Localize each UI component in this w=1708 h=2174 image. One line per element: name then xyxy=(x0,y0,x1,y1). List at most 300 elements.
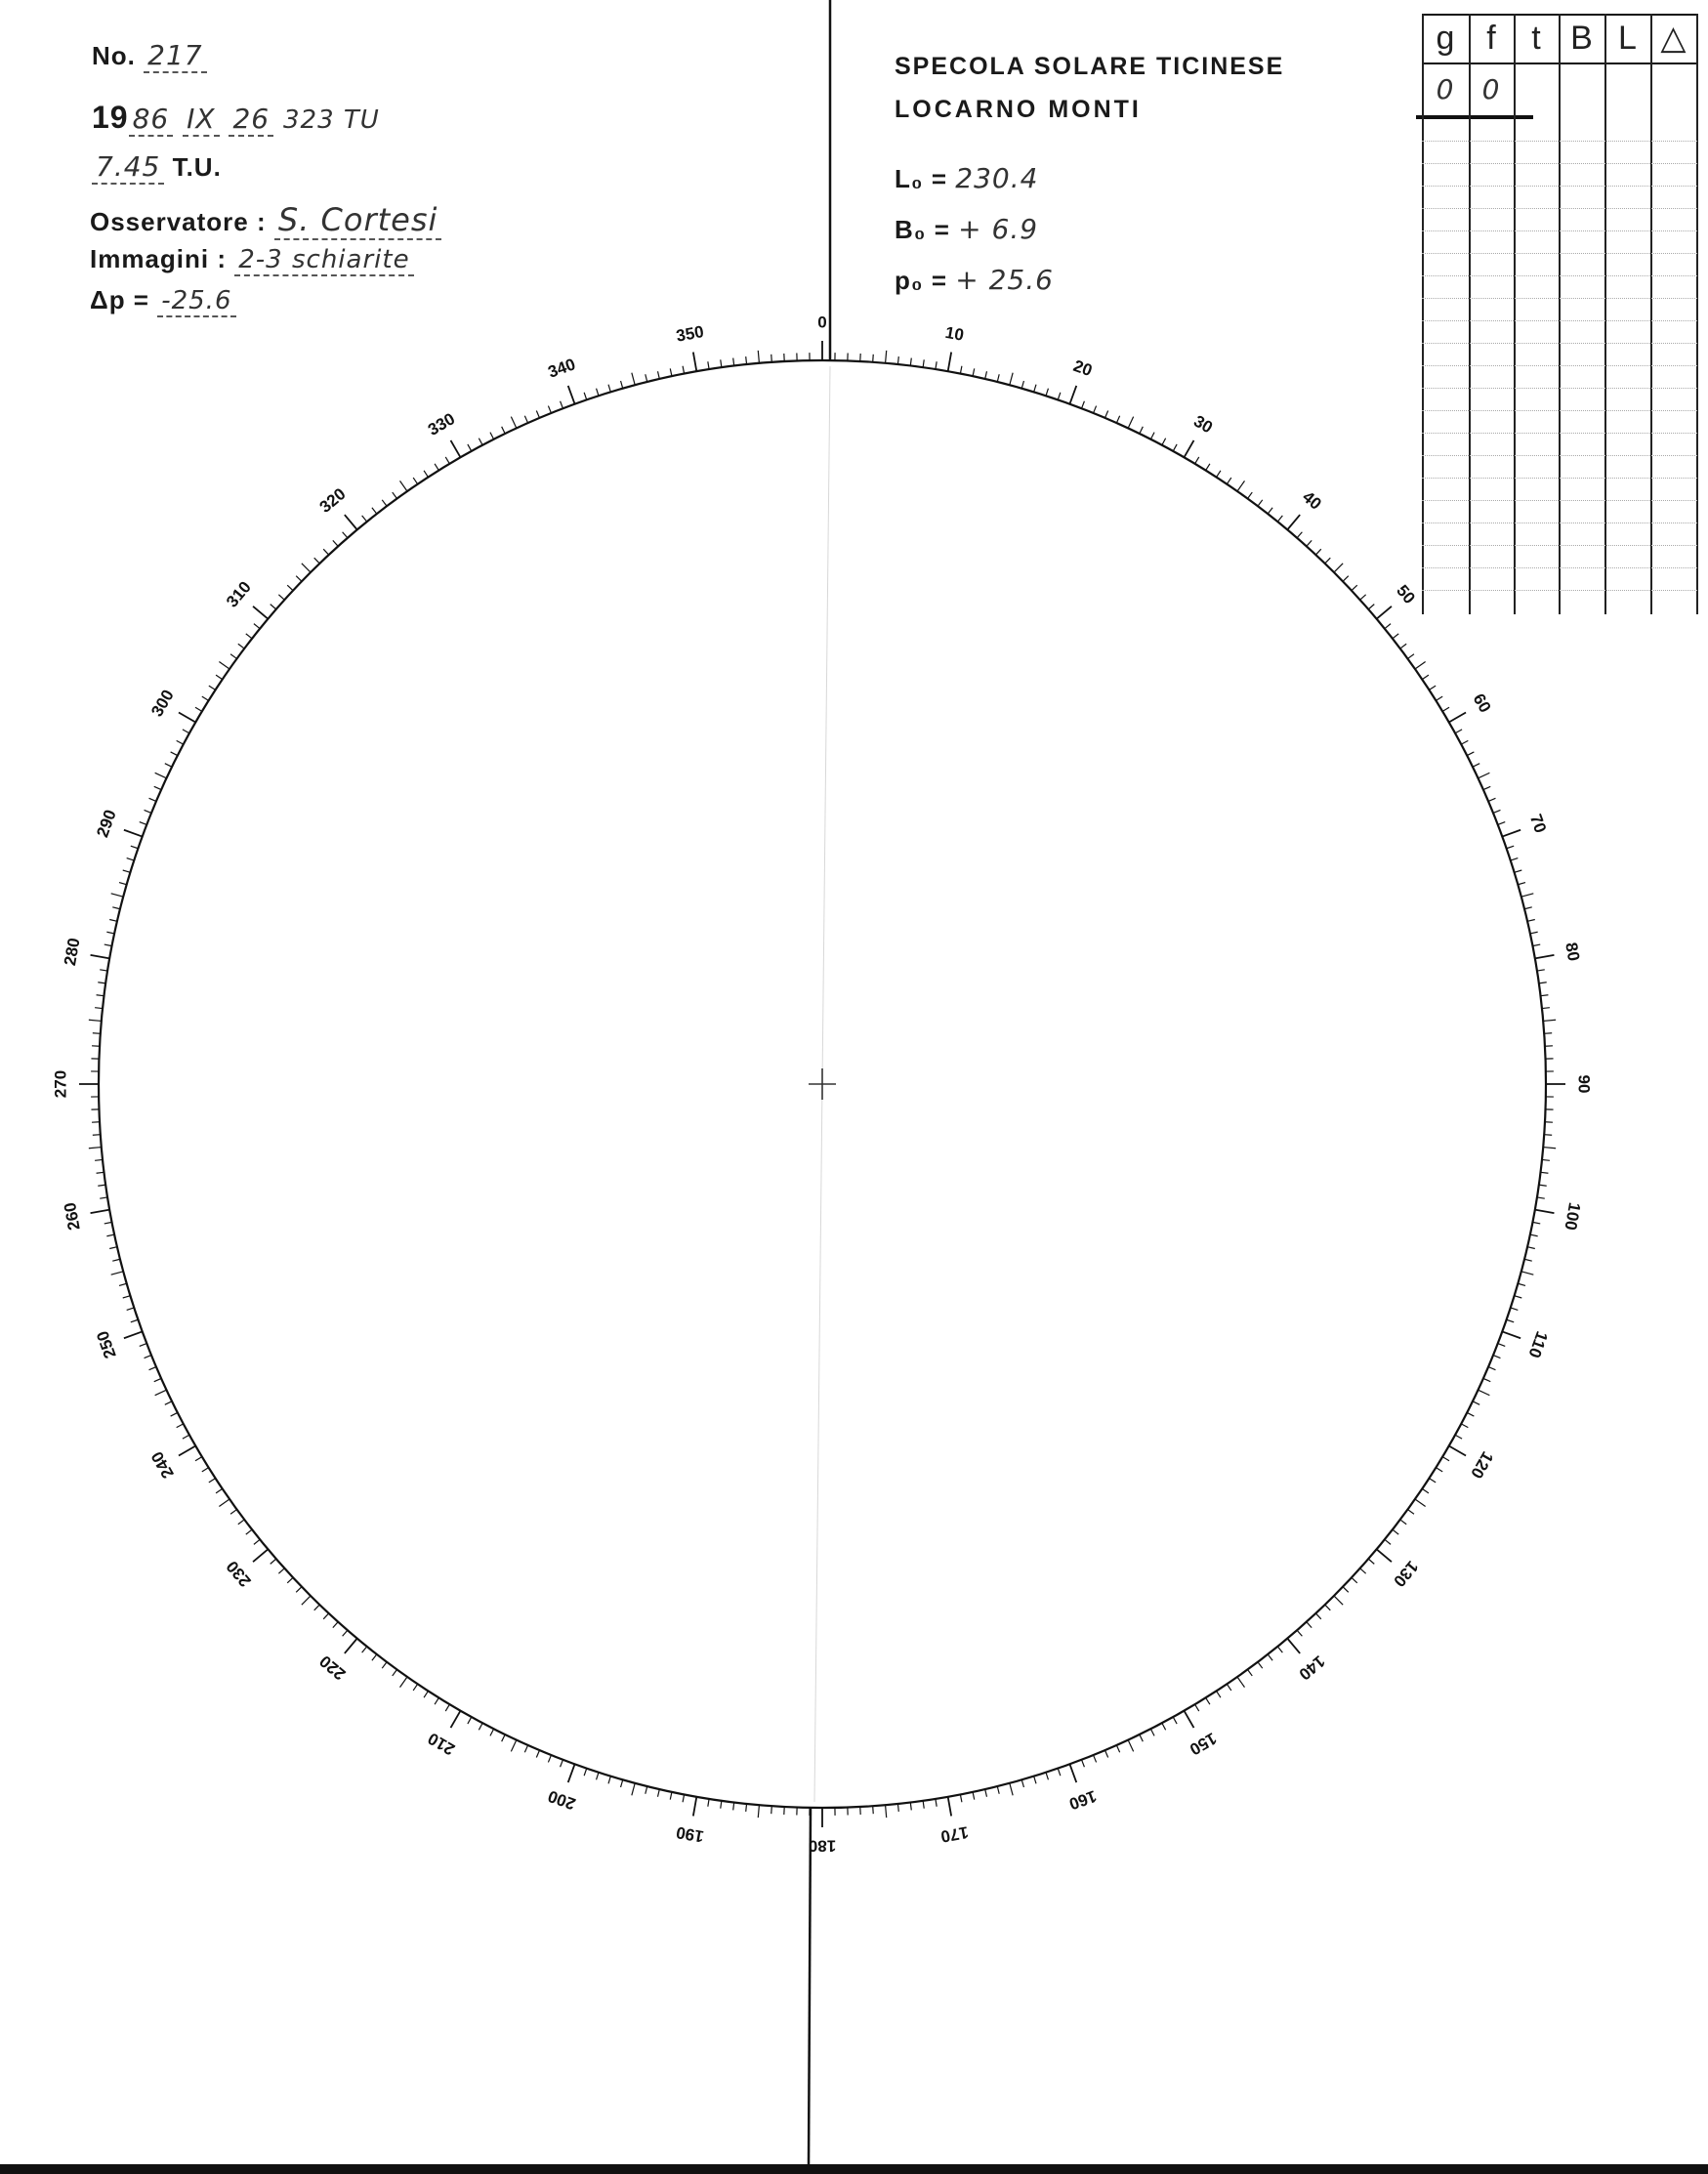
scale-tick xyxy=(1082,1760,1085,1767)
scale-label-230: 230 xyxy=(223,1557,255,1591)
scale-tick xyxy=(536,1750,539,1757)
scale-tick xyxy=(91,1210,110,1213)
scale-tick xyxy=(154,1378,161,1381)
scale-tick xyxy=(1449,1446,1466,1456)
scale-tick xyxy=(1515,870,1522,872)
scale-tick xyxy=(1307,1622,1312,1628)
scale-tick xyxy=(1227,478,1230,484)
observatory-location: LOCARNO MONTI xyxy=(895,96,1142,123)
date-year: 86 xyxy=(129,103,174,137)
scale-tick xyxy=(733,1802,734,1810)
scale-tick xyxy=(1532,1222,1540,1224)
scale-tick xyxy=(393,1669,397,1675)
scale-tick xyxy=(561,401,563,408)
scale-tick xyxy=(183,1435,189,1439)
scale-tick xyxy=(1461,1424,1468,1428)
scale-tick xyxy=(1287,515,1300,529)
scale-label-30: 30 xyxy=(1190,411,1216,438)
page-bottom-edge xyxy=(0,2164,1708,2174)
scale-tick xyxy=(1297,1630,1302,1636)
table-cell-g: 0 xyxy=(1436,73,1455,105)
scale-tick xyxy=(1206,1697,1210,1704)
scale-tick xyxy=(1140,1735,1144,1741)
scale-tick xyxy=(746,1804,747,1812)
scale-label-90: 90 xyxy=(1574,1074,1594,1094)
scale-tick xyxy=(1287,1639,1300,1653)
l0-value: 230.4 xyxy=(955,162,1039,194)
scale-tick xyxy=(95,1159,103,1160)
scale-tick xyxy=(1540,1172,1548,1173)
scale-tick xyxy=(372,508,377,514)
scale-tick xyxy=(1206,464,1210,471)
scale-tick xyxy=(997,1786,999,1794)
scale-tick xyxy=(1128,1740,1133,1752)
scale-tick xyxy=(1467,1412,1474,1416)
scale-tick xyxy=(202,1468,209,1472)
scale-tick xyxy=(1537,970,1545,971)
scale-tick xyxy=(1010,1783,1013,1796)
scale-tick xyxy=(1479,773,1490,777)
scale-tick xyxy=(1360,1568,1366,1573)
scale-tick xyxy=(1258,500,1263,506)
scale-tick xyxy=(238,1520,244,1525)
scale-label-80: 80 xyxy=(1562,941,1584,963)
record-number-label: No. xyxy=(92,41,136,70)
scale-tick xyxy=(479,1723,482,1730)
scale-tick xyxy=(119,1283,127,1285)
scale-tick xyxy=(296,576,302,582)
scale-tick xyxy=(1334,1596,1343,1605)
scale-tick xyxy=(177,740,184,744)
scale-tick xyxy=(985,1789,987,1797)
scale-label-50: 50 xyxy=(1393,581,1419,607)
scale-tick xyxy=(1524,907,1532,909)
scale-tick xyxy=(91,955,110,958)
scale-tick xyxy=(254,1539,260,1544)
scale-tick xyxy=(1227,1684,1230,1691)
scale-tick xyxy=(1442,1457,1449,1461)
scale-tick xyxy=(1449,713,1466,723)
scale-tick xyxy=(1422,1488,1429,1492)
scale-tick xyxy=(445,457,449,464)
scale-tick xyxy=(1518,1283,1525,1285)
scale-tick xyxy=(1511,1308,1519,1310)
scale-tick xyxy=(323,1613,328,1619)
scale-tick xyxy=(345,1639,357,1653)
scale-tick xyxy=(109,920,117,922)
scale-tick xyxy=(111,1272,124,1275)
disk-center-cross xyxy=(809,1068,836,1100)
scale-label-130: 130 xyxy=(1390,1557,1422,1591)
scale-tick xyxy=(1467,752,1474,756)
scale-tick xyxy=(1297,532,1302,538)
scale-tick xyxy=(502,1735,506,1741)
scale-tick xyxy=(1377,606,1392,619)
scale-tick xyxy=(468,1717,472,1724)
scale-tick xyxy=(98,1185,105,1186)
scale-tick xyxy=(343,1630,348,1636)
scale-tick xyxy=(1385,624,1391,629)
scale-tick xyxy=(1415,1499,1426,1506)
delta-p-value: -25.6 xyxy=(157,286,235,317)
scale-label-340: 340 xyxy=(545,355,578,382)
observatory-name: SPECOLA SOLARE TICINESE xyxy=(895,53,1285,80)
scale-tick xyxy=(1393,1529,1398,1534)
scale-tick xyxy=(100,1197,107,1198)
scale-tick xyxy=(1021,1779,1023,1787)
scale-tick xyxy=(973,1792,975,1800)
scale-tick xyxy=(296,1587,302,1593)
scale-tick xyxy=(886,1805,887,1818)
scale-label-190: 190 xyxy=(674,1822,706,1846)
scale-tick xyxy=(1325,558,1331,564)
scale-tick xyxy=(112,1259,120,1261)
scale-tick xyxy=(1217,471,1221,478)
scale-tick xyxy=(230,654,236,659)
scale-tick xyxy=(1483,786,1490,789)
scale-tick xyxy=(1544,1135,1552,1136)
scale-tick xyxy=(608,385,610,393)
scale-tick xyxy=(97,1172,104,1173)
scale-tick xyxy=(1539,1185,1547,1186)
scale-label-330: 330 xyxy=(424,409,459,439)
scale-tick xyxy=(131,846,139,849)
scale-tick xyxy=(1010,373,1013,386)
scale-tick xyxy=(302,564,311,572)
scale-tick xyxy=(1162,1723,1166,1730)
scale-tick xyxy=(149,798,156,801)
scale-tick xyxy=(1368,1559,1374,1564)
scale-tick xyxy=(106,1234,114,1236)
scale-tick xyxy=(1277,516,1282,522)
scale-tick xyxy=(333,1622,338,1628)
scale-label-200: 200 xyxy=(545,1786,578,1814)
b0-label: B₀ = xyxy=(895,215,950,244)
scale-tick xyxy=(165,1401,172,1405)
scale-tick xyxy=(413,478,417,484)
scale-tick xyxy=(140,1344,146,1347)
scale-tick xyxy=(314,558,320,564)
scale-tick xyxy=(343,532,348,538)
scale-tick xyxy=(1532,944,1540,946)
scale-tick xyxy=(1195,1704,1199,1711)
scale-tick xyxy=(1248,492,1253,498)
table-header-f: f xyxy=(1486,20,1496,57)
scale-tick xyxy=(1315,549,1320,555)
scale-label-180: 180 xyxy=(808,1836,837,1856)
scale-tick xyxy=(119,883,127,885)
scale-tick xyxy=(393,492,397,498)
scale-tick xyxy=(1195,457,1199,464)
observer-label: Osservatore : xyxy=(90,207,267,236)
scale-tick xyxy=(106,932,114,934)
scale-tick xyxy=(548,1755,551,1762)
scale-label-40: 40 xyxy=(1299,487,1325,514)
scale-tick xyxy=(111,894,124,897)
scale-tick xyxy=(238,644,244,648)
scale-tick xyxy=(1334,564,1343,572)
scale-tick xyxy=(1542,1159,1550,1160)
scale-label-210: 210 xyxy=(424,1729,459,1759)
scale-tick xyxy=(1352,1577,1357,1582)
scale-tick xyxy=(1128,417,1133,429)
scale-tick xyxy=(632,373,635,386)
scale-tick xyxy=(89,1020,102,1021)
scale-tick xyxy=(1539,982,1547,983)
scale-tick xyxy=(278,595,284,600)
scale-tick xyxy=(646,1786,647,1794)
scale-tick xyxy=(1058,1769,1061,1777)
scale-tick xyxy=(1325,1605,1331,1610)
observer-value: S. Cortesi xyxy=(274,201,442,240)
scale-tick xyxy=(1515,1296,1522,1298)
scale-tick xyxy=(413,1684,417,1691)
scale-tick xyxy=(202,696,209,700)
scale-tick xyxy=(97,995,104,996)
scale-tick xyxy=(1483,1378,1490,1381)
scale-label-0: 0 xyxy=(817,313,827,332)
scale-tick xyxy=(1021,381,1023,389)
scale-tick xyxy=(1258,1662,1263,1668)
scale-tick xyxy=(910,358,911,366)
scale-tick xyxy=(948,353,951,372)
scale-tick xyxy=(1511,858,1519,860)
scale-tick xyxy=(1058,393,1061,400)
scale-label-110: 110 xyxy=(1524,1328,1552,1360)
scale-tick xyxy=(490,433,494,439)
l0-label: L₀ = xyxy=(895,164,948,193)
scale-tick xyxy=(758,351,759,363)
scale-tick xyxy=(1544,1033,1552,1034)
scale-tick xyxy=(345,515,357,529)
scale-tick xyxy=(1237,1677,1244,1688)
scale-tick xyxy=(708,361,709,369)
scale-tick xyxy=(104,944,112,946)
scale-tick xyxy=(1498,822,1505,825)
scale-tick xyxy=(1429,686,1436,690)
scale-tick xyxy=(93,1033,101,1034)
scale-tick xyxy=(1185,1711,1194,1728)
scale-tick xyxy=(400,481,407,491)
scale-tick xyxy=(253,1549,268,1562)
scale-tick xyxy=(897,1804,898,1812)
scale-tick xyxy=(287,1577,293,1582)
scale-tick xyxy=(1535,955,1555,958)
scale-tick xyxy=(1162,439,1166,445)
scale-tick xyxy=(98,982,105,983)
scale-tick xyxy=(897,356,898,364)
scale-label-140: 140 xyxy=(1295,1651,1329,1684)
scale-tick xyxy=(1377,1549,1392,1562)
scale-tick xyxy=(1034,385,1036,393)
date-day: 26 xyxy=(229,103,273,137)
scale-tick xyxy=(333,540,338,546)
table-header-delta: △ xyxy=(1660,20,1687,57)
scale-tick xyxy=(721,1801,722,1809)
scale-label-10: 10 xyxy=(943,322,966,345)
scale-tick xyxy=(886,351,887,363)
scale-tick xyxy=(910,1802,911,1810)
scale-tick xyxy=(1352,585,1357,590)
scale-tick xyxy=(1442,707,1449,711)
scale-label-350: 350 xyxy=(674,322,706,346)
scale-tick xyxy=(445,1704,449,1711)
scale-tick xyxy=(1493,1356,1500,1359)
scale-tick xyxy=(93,1135,101,1136)
scale-tick xyxy=(400,1677,407,1688)
scale-tick xyxy=(1173,444,1177,451)
scale-tick xyxy=(490,1729,494,1735)
images-value: 2-3 schiarite xyxy=(234,245,413,276)
scale-tick xyxy=(123,870,131,872)
scale-tick xyxy=(1422,675,1429,679)
scale-tick xyxy=(468,444,472,451)
scale-tick xyxy=(511,1740,516,1752)
scale-tick xyxy=(1543,1020,1556,1021)
scale-tick xyxy=(271,605,276,609)
scale-tick xyxy=(646,374,647,382)
scale-tick xyxy=(100,970,107,971)
scale-label-120: 120 xyxy=(1467,1447,1497,1483)
scale-tick xyxy=(936,361,937,369)
scale-tick xyxy=(1502,1331,1521,1338)
scale-tick xyxy=(1455,730,1462,733)
scale-tick xyxy=(1521,894,1534,897)
scale-tick xyxy=(733,358,734,366)
scale-tick xyxy=(771,1806,772,1814)
time-value: 7.45 xyxy=(92,150,164,185)
scale-tick xyxy=(140,822,146,825)
scale-label-220: 220 xyxy=(315,1651,350,1684)
scale-tick xyxy=(708,1799,709,1807)
scale-tick xyxy=(1105,1750,1108,1757)
scale-tick xyxy=(171,1412,178,1416)
scale-label-240: 240 xyxy=(147,1447,178,1483)
scale-tick xyxy=(1385,1539,1391,1544)
scale-tick xyxy=(873,1806,874,1814)
scale-tick xyxy=(997,374,999,382)
scale-tick xyxy=(246,1529,252,1534)
images-label: Immagini : xyxy=(90,244,228,273)
scale-tick xyxy=(597,1773,599,1780)
scale-tick xyxy=(362,1647,367,1652)
scale-label-280: 280 xyxy=(61,936,84,968)
scale-tick xyxy=(1343,576,1349,582)
scale-tick xyxy=(124,830,143,837)
scale-tick xyxy=(1268,1654,1272,1660)
scale-tick xyxy=(1524,1259,1532,1261)
scale-tick xyxy=(1069,1764,1076,1782)
scale-tick xyxy=(271,1559,276,1564)
scale-tick xyxy=(95,1008,103,1009)
table-header-t: t xyxy=(1531,20,1541,57)
scale-tick xyxy=(658,371,660,379)
scale-label-160: 160 xyxy=(1066,1786,1100,1814)
scale-tick xyxy=(1543,1148,1556,1149)
scale-tick xyxy=(524,416,527,423)
scale-tick xyxy=(548,406,551,413)
scale-label-310: 310 xyxy=(223,577,255,611)
scale-tick xyxy=(165,764,172,768)
scale-label-150: 150 xyxy=(1186,1729,1221,1759)
scale-tick xyxy=(1105,411,1108,418)
scale-tick xyxy=(302,1596,311,1605)
scale-tick xyxy=(1537,1197,1545,1198)
scale-tick xyxy=(1217,1691,1221,1697)
scale-tick xyxy=(985,371,987,379)
date-century: 19 xyxy=(92,100,129,135)
scale-tick xyxy=(179,713,195,723)
delta-p-label: Δp = xyxy=(90,285,149,314)
scale-tick xyxy=(154,786,161,789)
scale-label-260: 260 xyxy=(61,1200,84,1233)
scale-tick xyxy=(973,368,975,376)
scale-tick xyxy=(1173,1717,1177,1724)
scale-tick xyxy=(1116,416,1119,423)
date-fraction: 323 TU xyxy=(283,105,380,135)
scale-tick xyxy=(771,355,772,362)
scale-tick xyxy=(155,1390,167,1395)
scale-tick xyxy=(670,1792,672,1800)
scale-tick xyxy=(435,464,438,471)
scale-tick xyxy=(1436,696,1442,700)
b0-value: + 6.9 xyxy=(958,213,1039,245)
table-cell-f: 0 xyxy=(1481,73,1501,105)
scale-tick xyxy=(131,1319,139,1322)
date-month: IX xyxy=(183,103,219,137)
scale-tick xyxy=(149,1367,156,1370)
scale-tick xyxy=(109,1247,117,1249)
scale-label-320: 320 xyxy=(315,484,350,517)
scale-tick xyxy=(424,471,428,478)
scale-label-290: 290 xyxy=(93,807,120,840)
scale-tick xyxy=(219,662,229,669)
scale-tick xyxy=(246,634,252,639)
scale-tick xyxy=(1248,1669,1253,1675)
scale-tick xyxy=(1268,508,1272,514)
scale-tick xyxy=(1502,830,1521,837)
scale-tick xyxy=(362,516,367,522)
scale-tick xyxy=(155,773,167,777)
scale-tick xyxy=(1150,433,1154,439)
scale-tick xyxy=(382,1662,387,1668)
scale-tick xyxy=(145,1356,151,1359)
scale-tick xyxy=(1473,764,1479,768)
scale-tick xyxy=(1069,386,1076,404)
scale-tick xyxy=(584,393,587,400)
scale-tick xyxy=(693,353,696,372)
scale-tick xyxy=(1527,920,1535,922)
scale-tick xyxy=(936,1799,937,1807)
scale-tick xyxy=(127,1308,135,1310)
scale-label-100: 100 xyxy=(1561,1200,1584,1233)
scale-tick xyxy=(1507,846,1515,849)
scale-tick xyxy=(758,1805,759,1818)
time-unit: T.U. xyxy=(172,152,222,182)
scale-tick xyxy=(1343,1587,1349,1593)
table-header-g: g xyxy=(1436,20,1455,57)
scale-tick xyxy=(145,810,151,813)
scale-tick xyxy=(670,368,672,376)
scale-tick xyxy=(1307,540,1312,546)
scale-tick xyxy=(195,707,202,711)
scale-tick xyxy=(1488,1367,1495,1370)
scale-label-250: 250 xyxy=(93,1328,120,1361)
scale-label-20: 20 xyxy=(1070,355,1095,381)
scale-tick xyxy=(1455,1435,1462,1439)
scale-tick xyxy=(1530,1234,1538,1236)
bottom-axis-line xyxy=(809,1807,811,2166)
